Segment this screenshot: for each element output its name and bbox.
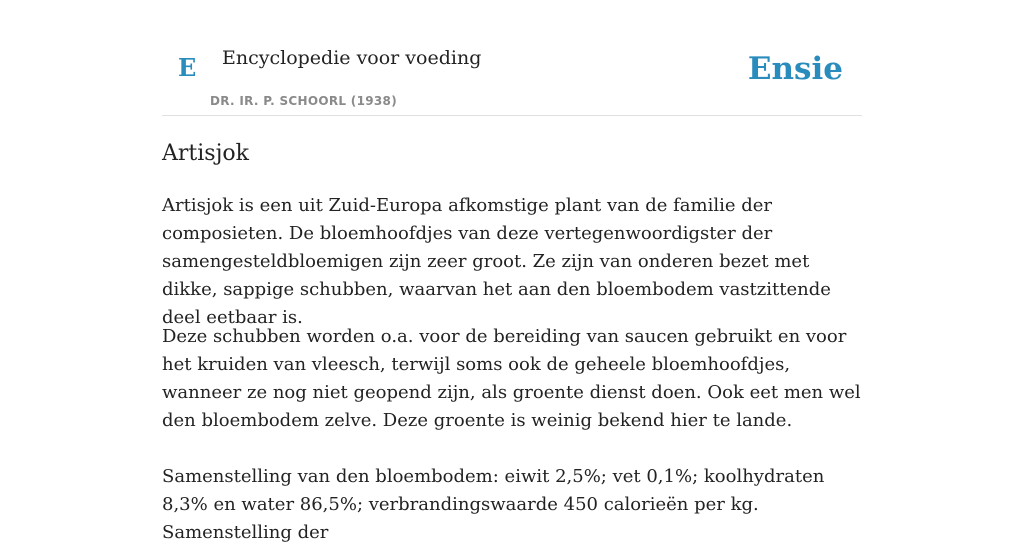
article-paragraph-2: Deze schubben worden o.a. voor de bereiding van saucen gebruikt en voor het kruiden van vleesch, terwijl soms ook de geheele bloemhoofdjes, wanneer ze nog niet geopend zijn, als groente dienst doen. Ook eet men wel den bloembodem zelve. Deze groente is weinig bekend hier te lande.: [162, 326, 861, 431]
article-title: Artisjok: [162, 141, 249, 166]
article-paragraph-3: Samenstelling van den bloembodem: eiwit 2,5%; vet 0,1%; koolhydraten 8,3% en water 86,5%; verbrandingswaarde 450 calorieën per kg. Samenstelling der: [162, 466, 825, 543]
brand-logo[interactable]: Ensie: [747, 51, 843, 87]
book-title[interactable]: Encyclopedie voor voeding: [222, 47, 482, 69]
article-paragraph-1: Artisjok is een uit Zuid-Europa afkomstige plant van de familie der composieten. De bloemhoofdjes van deze vertegenwoordigster der samengesteldbloemigen zijn zeer groot. Ze zijn van onderen bezet met dikke, sappige schubben, waarvan het aan den bloembodem vastzittende deel eetbaar is.: [162, 195, 831, 328]
page: [162, 0, 862, 543]
book-author: DR. IR. P. SCHOORL (1938): [210, 94, 397, 108]
logo-letter[interactable]: E: [178, 53, 197, 82]
header: [162, 0, 862, 116]
